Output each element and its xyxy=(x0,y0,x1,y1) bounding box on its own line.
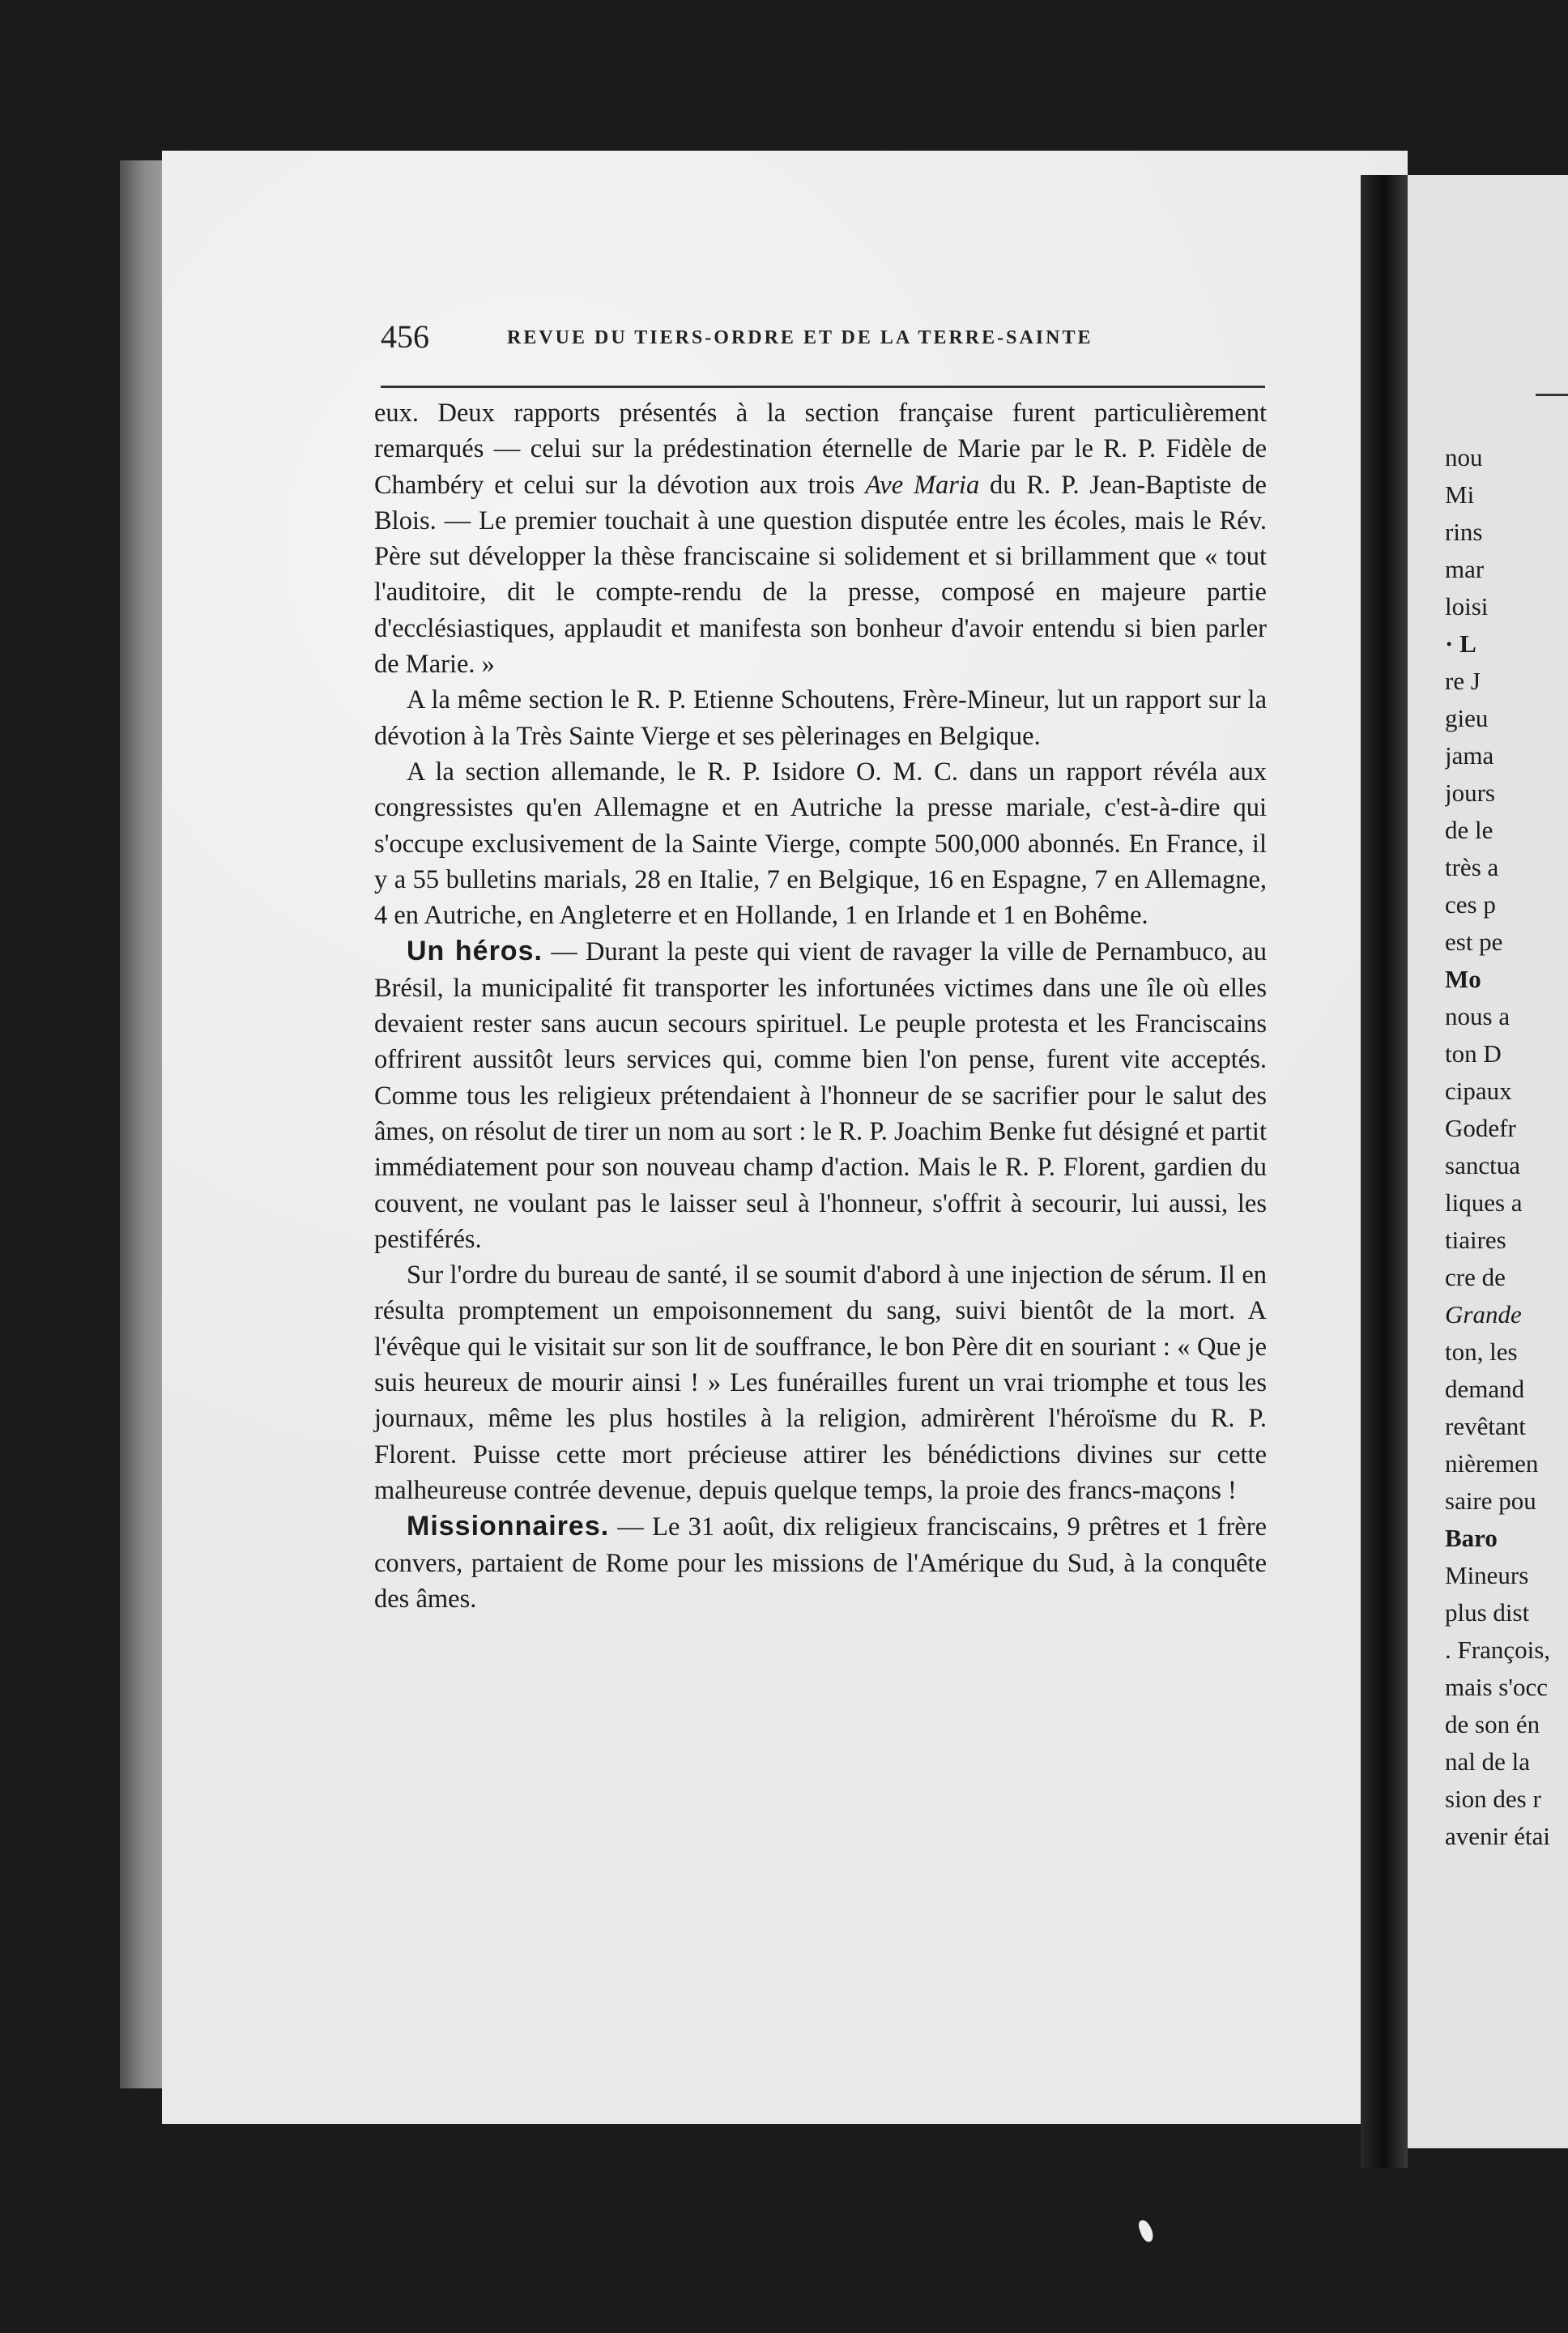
paragraph-1-text-c: du R. P. Jean-Baptiste de Blois. — Le premier touchait à une question disputée entre les écoles, mais le Rév. Père sut développer la thèse franciscaine si solidement et si brillamment que « tout l'auditoire, dit le compte-rendu de la presse, composé en majeure partie d'ecclésiastiques, applaudit et manifesta son bonheur d'avoir entendu si bien parler de Marie. » xyxy=(374,470,1267,680)
facing-line: ton D xyxy=(1445,1039,1502,1068)
facing-line: mar xyxy=(1445,555,1485,583)
paragraph-2: A la même section le R. P. Etienne Schoutens, Frère-Mineur, lut un rapport sur la dévotion à la Très Sainte Vierge et ses pèlerinages en Belgique. xyxy=(374,685,1267,751)
facing-line: re J xyxy=(1445,667,1481,695)
facing-line: jours xyxy=(1445,778,1495,807)
paragraph-1 xyxy=(374,395,1267,682)
facing-line: ton, les xyxy=(1445,1337,1518,1366)
facing-line: très a xyxy=(1445,853,1499,881)
paragraph-4 xyxy=(374,933,1267,1257)
facing-line: . François, xyxy=(1445,1636,1551,1664)
facing-line: rins xyxy=(1445,518,1483,546)
facing-line: mais s'occ xyxy=(1445,1673,1548,1701)
facing-line: Baro xyxy=(1445,1524,1498,1552)
section-heading-un-heros: Un héros. xyxy=(407,936,543,967)
paragraph-1-text-a: eux. Deux rapports présentés à la section française furent particulièrement remarqués — celui sur la prédestination éternelle de Marie par le R. P. Fidèle de Chambéry et celui sur la dévotion aux trois xyxy=(374,399,1267,500)
facing-line: gieu xyxy=(1445,704,1489,732)
facing-line: sion des r xyxy=(1445,1785,1541,1813)
facing-line: saire pou xyxy=(1445,1486,1536,1515)
facing-line: de le xyxy=(1445,816,1493,844)
facing-line: plus dist xyxy=(1445,1598,1530,1627)
facing-line: nal de la xyxy=(1445,1747,1531,1776)
book-gutter xyxy=(1361,175,1408,2168)
facing-line: nièremen xyxy=(1445,1449,1539,1478)
facing-line: de son én xyxy=(1445,1710,1540,1738)
facing-line xyxy=(1445,402,1568,439)
header-rule xyxy=(381,386,1265,388)
paragraph-4-text: — Durant la peste qui vient de ravager la ville de Pernambuco, au Brésil, la municipalité fit transporter les infortunées victimes dans une île où elles devaient rester sans aucun secours spirituel. Le peuple protesta et les Franciscains offrirent aussitôt leurs services qui, comme bien l'on pense, furent vite acceptés. Comme tous les religieux prétendaient à l'honneur de se sacrifier pour le salut des âmes, on résolut de tirer un nom au sort : le R. P. Joachim Benke fut désigné et partit immédiatement pour son nouveau champ d'action. Mais le R. P. Florent, gardien du couvent, ne voulant pas le laisser seul à l'honneur, s'offrit à secourir, lui aussi, les pestiférés. xyxy=(374,937,1267,1254)
facing-line: Mineurs xyxy=(1445,1561,1529,1589)
facing-line: cre de xyxy=(1445,1263,1506,1291)
facing-line: Mo xyxy=(1445,965,1481,993)
paragraph-3: A la section allemande, le R. P. Isidore O. M. C. dans un rapport révéla aux congressistes qu'en Allemagne et en Autriche la presse mariale, c'est-à-dire qui s'occupe exclusivement de la Sainte Vierge, compte 500,000 abonnés. En France, il y a 55 bulletins marials, 28 en Italie, 7 en Belgique, 16 en Espagne, 7 en Allemagne, 4 en Autriche, en Angleterre et en Hollande, 1 en Irlande et 1 en Bohême. xyxy=(374,757,1267,931)
ave-maria-italic: Ave Maria xyxy=(865,470,980,500)
facing-line: est pe xyxy=(1445,928,1503,956)
facing-line: demand xyxy=(1445,1375,1525,1403)
facing-line: loisi xyxy=(1445,592,1489,621)
facing-line: nou xyxy=(1445,443,1483,471)
facing-line: Grande xyxy=(1445,1300,1522,1329)
facing-line: · L xyxy=(1445,629,1476,658)
dust-speck xyxy=(1137,2218,1156,2243)
facing-line: Mi xyxy=(1445,480,1475,509)
facing-line: nous a xyxy=(1445,1002,1510,1030)
facing-line: sanctua xyxy=(1445,1151,1520,1179)
facing-line: jama xyxy=(1445,741,1494,770)
paragraph-5: Sur l'ordre du bureau de santé, il se soumit d'abord à une injection de sérum. Il en résulta promptement un empoisonnement du sang, suivi bientôt de la mort. A l'évêque qui le visitait sur son lit de souffrance, le bon Père dit en souriant : « Que je suis heureux de mourir ainsi ! » Les funérailles furent un vrai triomphe et tous les journaux, même les plus hostiles à la religion, admirèrent l'héroïsme du R. P. Florent. Puisse cette mort précieuse attirer les bénédictions divines sur cette malheureuse contrée devenue, depuis quelque temps, la proie des francs-maçons ! xyxy=(374,1260,1267,1505)
facing-line: tiaires xyxy=(1445,1226,1506,1254)
facing-line: Godefr xyxy=(1445,1114,1516,1142)
facing-header-rule xyxy=(1536,394,1568,396)
facing-page-text xyxy=(1445,402,1568,1855)
paragraph-6 xyxy=(374,1508,1267,1617)
facing-line: revêtant xyxy=(1445,1412,1526,1440)
facing-line: ces p xyxy=(1445,890,1496,919)
facing-line: liques a xyxy=(1445,1188,1523,1217)
article-body xyxy=(374,395,1267,1617)
facing-line: avenir étai xyxy=(1445,1822,1550,1850)
page-number: 456 xyxy=(381,318,429,355)
section-heading-missionnaires: Missionnaires. xyxy=(407,1511,610,1542)
facing-line: cipaux xyxy=(1445,1077,1512,1105)
paragraph-6-text: — Le 31 août, dix religieux franciscains, 9 prêtres et 1 frère convers, partaient de Rome pour les missions de l'Amérique du Sud, à la conquête des âmes. xyxy=(374,1512,1267,1614)
running-title: REVUE DU TIERS-ORDRE ET DE LA TERRE-SAINTE xyxy=(507,327,1093,348)
